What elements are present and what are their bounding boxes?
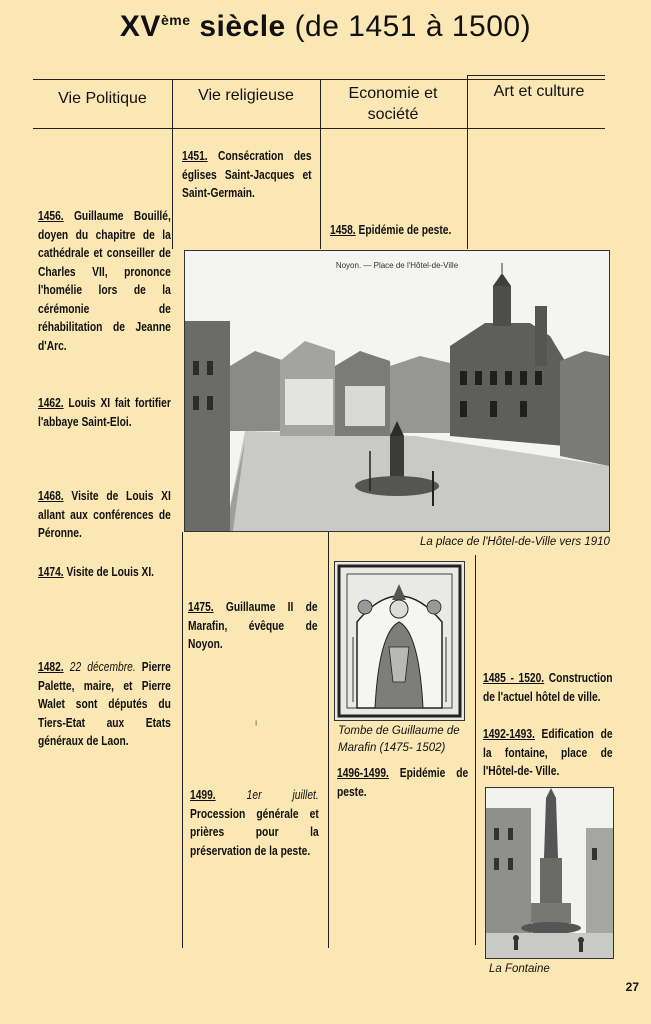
- entry-year: 1458.: [330, 223, 356, 237]
- entry-year: 1499.: [190, 788, 216, 802]
- entry-1456: [38, 207, 171, 355]
- entry-text: Procession générale et prières pour la préservation de la peste.: [190, 806, 319, 858]
- entry-year: 1485 - 1520.: [483, 671, 545, 685]
- photo-inner-caption: Noyon. — Place de l'Hôtel-de-Ville: [335, 261, 459, 270]
- entry-year: 1496-1499.: [337, 766, 389, 780]
- photo-place-hotel-de-ville: [184, 250, 610, 532]
- col-divider-2: [320, 79, 321, 249]
- entry-date: 1er juillet.: [215, 788, 319, 802]
- entry-year: 1468.: [38, 489, 64, 503]
- entry-date: 22 décembre.: [63, 660, 136, 674]
- header-top-rule-right: [467, 75, 605, 76]
- page-title: [0, 10, 651, 44]
- title-word: siècle: [190, 10, 295, 43]
- entry-text: Epidémie de peste.: [337, 766, 469, 799]
- entry-1475: [188, 598, 318, 654]
- entry-1474: [38, 563, 171, 582]
- entry-1492: [483, 725, 613, 781]
- entry-text: Pierre Palette, maire, et Pierre Walet sont députés du Tiers-Etat aux Etats généraux de Laon.: [38, 660, 171, 748]
- entry-year: 1475.: [188, 600, 214, 614]
- caption-tombe-marafin: Tombe de Guillaume de Marafin (1475- 1502): [338, 725, 460, 754]
- entry-text: Construction de l'actuel hôtel de ville.: [483, 671, 613, 704]
- entry-year: 1462.: [38, 396, 64, 410]
- entry-1468: [38, 487, 171, 543]
- caption-place-hotel-de-ville: La place de l'Hôtel-de-Ville vers 1910: [420, 536, 610, 548]
- entry-text: Visite de Louis XI.: [63, 565, 155, 579]
- entry-text: Guillaume Bouillé, doyen du chapitre de la cathédrale et conseiller de Charles VII, prononce l'homélie lors de la cérémonie de réhabilitation de Jeanne d'Arc.: [38, 209, 171, 353]
- photo-fontaine: [485, 787, 614, 959]
- entry-1462: [38, 394, 171, 431]
- page-number: 27: [625, 980, 639, 994]
- header-top-rule: [33, 79, 605, 80]
- header-bottom-rule: [33, 128, 605, 129]
- title-superscript: ème: [160, 12, 191, 28]
- pencil-mark: ᶦ: [255, 716, 258, 732]
- column-header-art: Art et culture: [493, 83, 585, 100]
- photo-tombe-marafin: [334, 561, 465, 721]
- title-range: (de 1451 à 1500): [294, 10, 532, 43]
- column-header-economie: Economie et société: [348, 85, 438, 123]
- entry-1482: [38, 658, 171, 751]
- title-century: XV: [119, 10, 161, 43]
- col-divider-2-lower: [328, 532, 329, 948]
- entry-1499: [190, 786, 319, 860]
- entry-text: Edification de la fontaine, place de l'Hôtel-de- Ville.: [483, 727, 613, 778]
- col-divider-3: [467, 75, 468, 249]
- column-header-religieuse: Vie religieuse: [198, 87, 294, 104]
- col-divider-1-lower: [182, 532, 183, 948]
- column-header-politique: Vie Politique: [58, 90, 147, 107]
- entry-year: 1474.: [38, 565, 64, 579]
- entry-1496: [337, 764, 468, 801]
- entry-text: Epidémie de peste.: [355, 223, 452, 237]
- entry-text: Visite de Louis XI allant aux conférences de Péronne.: [38, 489, 171, 540]
- entry-year: 1456.: [38, 209, 64, 223]
- entry-text: Consécration des églises Saint-Jacques et Saint-Germain.: [182, 149, 312, 200]
- col-divider-3-lower: [475, 555, 476, 945]
- caption-fontaine: La Fontaine: [489, 963, 550, 975]
- entry-text: Guillaume II de Marafin, évêque de Noyon.: [188, 600, 318, 651]
- entry-1458: [330, 221, 461, 240]
- entry-text: Louis XI fait fortifier l'abbaye Saint-Eloi.: [38, 396, 171, 429]
- entry-1485: [483, 669, 613, 706]
- entry-year: 1492-1493.: [483, 727, 535, 741]
- entry-year: 1451.: [182, 149, 208, 163]
- entry-1451: [182, 147, 312, 203]
- entry-year: 1482.: [38, 660, 64, 674]
